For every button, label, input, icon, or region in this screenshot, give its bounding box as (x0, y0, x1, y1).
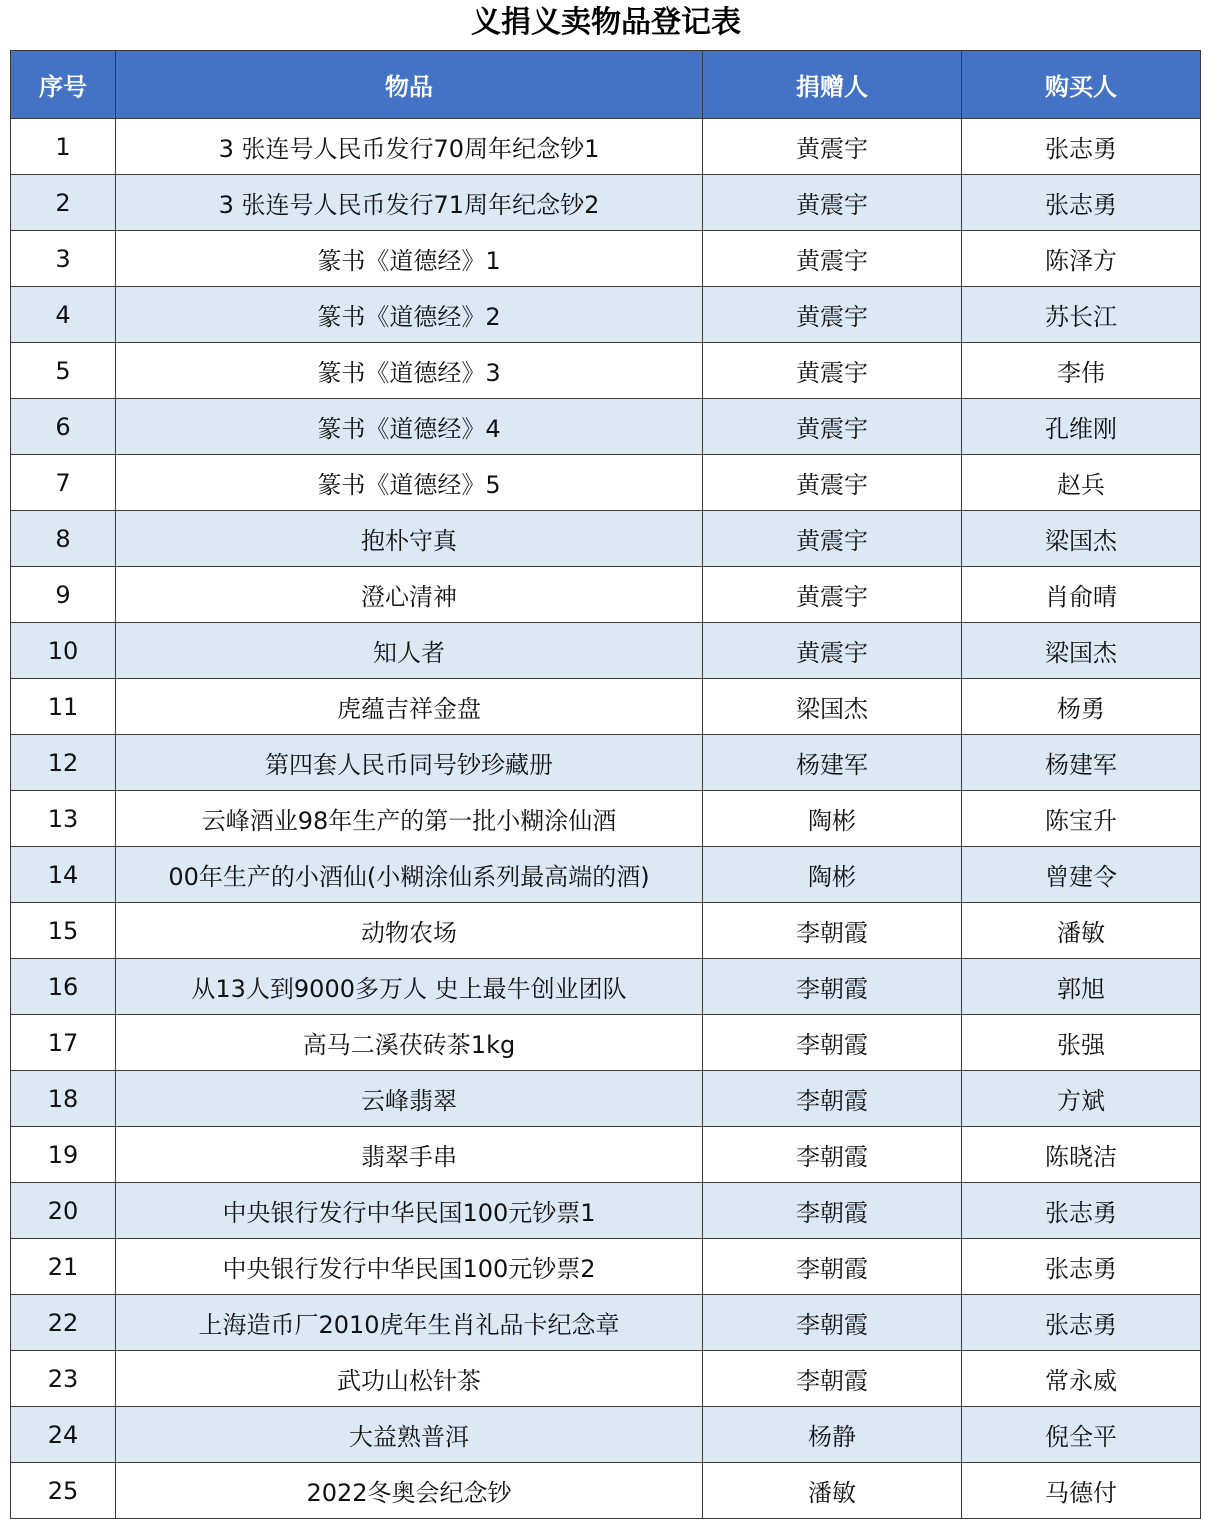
cell-donor: 李朝霞 (703, 1127, 962, 1183)
table-row (11, 1295, 1201, 1351)
cell-donor: 梁国杰 (703, 679, 962, 735)
cell-buyer: 张强 (962, 1015, 1201, 1071)
cell-buyer: 马德付 (962, 1463, 1201, 1519)
registry-table (10, 50, 1201, 1519)
cell-buyer: 孔维刚 (962, 399, 1201, 455)
cell-no: 15 (11, 903, 116, 959)
cell-no: 19 (11, 1127, 116, 1183)
cell-no: 11 (11, 679, 116, 735)
cell-donor: 李朝霞 (703, 1239, 962, 1295)
column-header-item: 物品 (116, 51, 703, 119)
cell-donor: 黄震宇 (703, 119, 962, 175)
cell-no: 25 (11, 1463, 116, 1519)
cell-donor: 李朝霞 (703, 1071, 962, 1127)
cell-item: 篆书《道德经》5 (116, 455, 703, 511)
table-row (11, 1071, 1201, 1127)
cell-no: 24 (11, 1407, 116, 1463)
cell-buyer: 潘敏 (962, 903, 1201, 959)
cell-buyer: 张志勇 (962, 1239, 1201, 1295)
cell-buyer: 陈泽方 (962, 231, 1201, 287)
cell-item: 抱朴守真 (116, 511, 703, 567)
cell-buyer: 李伟 (962, 343, 1201, 399)
cell-no: 18 (11, 1071, 116, 1127)
table-row (11, 623, 1201, 679)
table-row (11, 1183, 1201, 1239)
cell-donor: 陶彬 (703, 847, 962, 903)
cell-donor: 黄震宇 (703, 343, 962, 399)
table-row (11, 231, 1201, 287)
cell-item: 大益熟普洱 (116, 1407, 703, 1463)
cell-no: 6 (11, 399, 116, 455)
cell-donor: 李朝霞 (703, 903, 962, 959)
cell-item: 篆书《道德经》1 (116, 231, 703, 287)
cell-no: 23 (11, 1351, 116, 1407)
cell-buyer: 杨勇 (962, 679, 1201, 735)
cell-buyer: 赵兵 (962, 455, 1201, 511)
cell-item: 虎蕴吉祥金盘 (116, 679, 703, 735)
column-header-no: 序号 (11, 51, 116, 119)
cell-item: 00年生产的小酒仙(小糊涂仙系列最高端的酒) (116, 847, 703, 903)
cell-item: 翡翠手串 (116, 1127, 703, 1183)
cell-buyer: 张志勇 (962, 1295, 1201, 1351)
cell-buyer: 郭旭 (962, 959, 1201, 1015)
cell-donor: 黄震宇 (703, 399, 962, 455)
page-title: 义捐义卖物品登记表 (471, 5, 741, 40)
cell-buyer: 肖俞晴 (962, 567, 1201, 623)
cell-donor: 黄震宇 (703, 175, 962, 231)
cell-donor: 黄震宇 (703, 287, 962, 343)
cell-buyer: 张志勇 (962, 119, 1201, 175)
cell-donor: 黄震宇 (703, 455, 962, 511)
cell-donor: 黄震宇 (703, 511, 962, 567)
cell-no: 9 (11, 567, 116, 623)
cell-donor: 陶彬 (703, 791, 962, 847)
table-row (11, 791, 1201, 847)
cell-donor: 李朝霞 (703, 1015, 962, 1071)
cell-buyer: 苏长江 (962, 287, 1201, 343)
table-row (11, 903, 1201, 959)
cell-no: 4 (11, 287, 116, 343)
table-row (11, 1463, 1201, 1519)
cell-donor: 杨静 (703, 1407, 962, 1463)
column-header-buyer: 购买人 (962, 51, 1201, 119)
table-row (11, 1239, 1201, 1295)
cell-no: 3 (11, 231, 116, 287)
cell-buyer: 倪全平 (962, 1407, 1201, 1463)
cell-item: 篆书《道德经》3 (116, 343, 703, 399)
cell-item: 云峰酒业98年生产的第一批小糊涂仙酒 (116, 791, 703, 847)
cell-item: 云峰翡翠 (116, 1071, 703, 1127)
cell-item: 武功山松针茶 (116, 1351, 703, 1407)
cell-buyer: 张志勇 (962, 1183, 1201, 1239)
table-row (11, 287, 1201, 343)
cell-no: 1 (11, 119, 116, 175)
cell-donor: 李朝霞 (703, 1295, 962, 1351)
cell-buyer: 曾建令 (962, 847, 1201, 903)
cell-donor: 李朝霞 (703, 1183, 962, 1239)
header-row (11, 51, 1201, 119)
table-row (11, 847, 1201, 903)
cell-no: 2 (11, 175, 116, 231)
cell-no: 22 (11, 1295, 116, 1351)
table-row (11, 1127, 1201, 1183)
cell-donor: 李朝霞 (703, 1351, 962, 1407)
table-row (11, 175, 1201, 231)
table-row (11, 343, 1201, 399)
cell-no: 13 (11, 791, 116, 847)
cell-item: 第四套人民币同号钞珍藏册 (116, 735, 703, 791)
cell-no: 7 (11, 455, 116, 511)
table-row (11, 119, 1201, 175)
cell-no: 21 (11, 1239, 116, 1295)
table-row (11, 399, 1201, 455)
cell-item: 知人者 (116, 623, 703, 679)
cell-item: 篆书《道德经》4 (116, 399, 703, 455)
cell-buyer: 梁国杰 (962, 511, 1201, 567)
table-row (11, 455, 1201, 511)
table-row (11, 511, 1201, 567)
cell-no: 17 (11, 1015, 116, 1071)
cell-item: 中央银行发行中华民国100元钞票1 (116, 1183, 703, 1239)
cell-item: 上海造币厂2010虎年生肖礼品卡纪念章 (116, 1295, 703, 1351)
cell-buyer: 常永威 (962, 1351, 1201, 1407)
cell-buyer: 方斌 (962, 1071, 1201, 1127)
column-header-donor: 捐赠人 (703, 51, 962, 119)
cell-donor: 李朝霞 (703, 959, 962, 1015)
cell-donor: 杨建军 (703, 735, 962, 791)
cell-item: 篆书《道德经》2 (116, 287, 703, 343)
table-row (11, 1351, 1201, 1407)
cell-item: 从13人到9000多万人 史上最牛创业团队 (116, 959, 703, 1015)
cell-donor: 黄震宇 (703, 623, 962, 679)
table-row (11, 567, 1201, 623)
cell-item: 高马二溪茯砖茶1kg (116, 1015, 703, 1071)
table-row (11, 959, 1201, 1015)
cell-item: 3 张连号人民币发行70周年纪念钞1 (116, 119, 703, 175)
cell-no: 16 (11, 959, 116, 1015)
cell-buyer: 杨建军 (962, 735, 1201, 791)
cell-item: 动物农场 (116, 903, 703, 959)
cell-no: 10 (11, 623, 116, 679)
cell-donor: 黄震宇 (703, 567, 962, 623)
cell-no: 14 (11, 847, 116, 903)
table-row (11, 679, 1201, 735)
cell-item: 中央银行发行中华民国100元钞票2 (116, 1239, 703, 1295)
table-row (11, 1015, 1201, 1071)
cell-buyer: 张志勇 (962, 175, 1201, 231)
cell-donor: 潘敏 (703, 1463, 962, 1519)
table-header (11, 51, 1201, 119)
table-body (11, 119, 1201, 1519)
table-row (11, 1407, 1201, 1463)
table-row (11, 735, 1201, 791)
cell-no: 12 (11, 735, 116, 791)
cell-no: 5 (11, 343, 116, 399)
cell-item: 澄心清神 (116, 567, 703, 623)
cell-item: 2022冬奥会纪念钞 (116, 1463, 703, 1519)
cell-buyer: 陈宝升 (962, 791, 1201, 847)
cell-item: 3 张连号人民币发行71周年纪念钞2 (116, 175, 703, 231)
cell-buyer: 梁国杰 (962, 623, 1201, 679)
cell-buyer: 陈晓洁 (962, 1127, 1201, 1183)
cell-donor: 黄震宇 (703, 231, 962, 287)
cell-no: 8 (11, 511, 116, 567)
cell-no: 20 (11, 1183, 116, 1239)
